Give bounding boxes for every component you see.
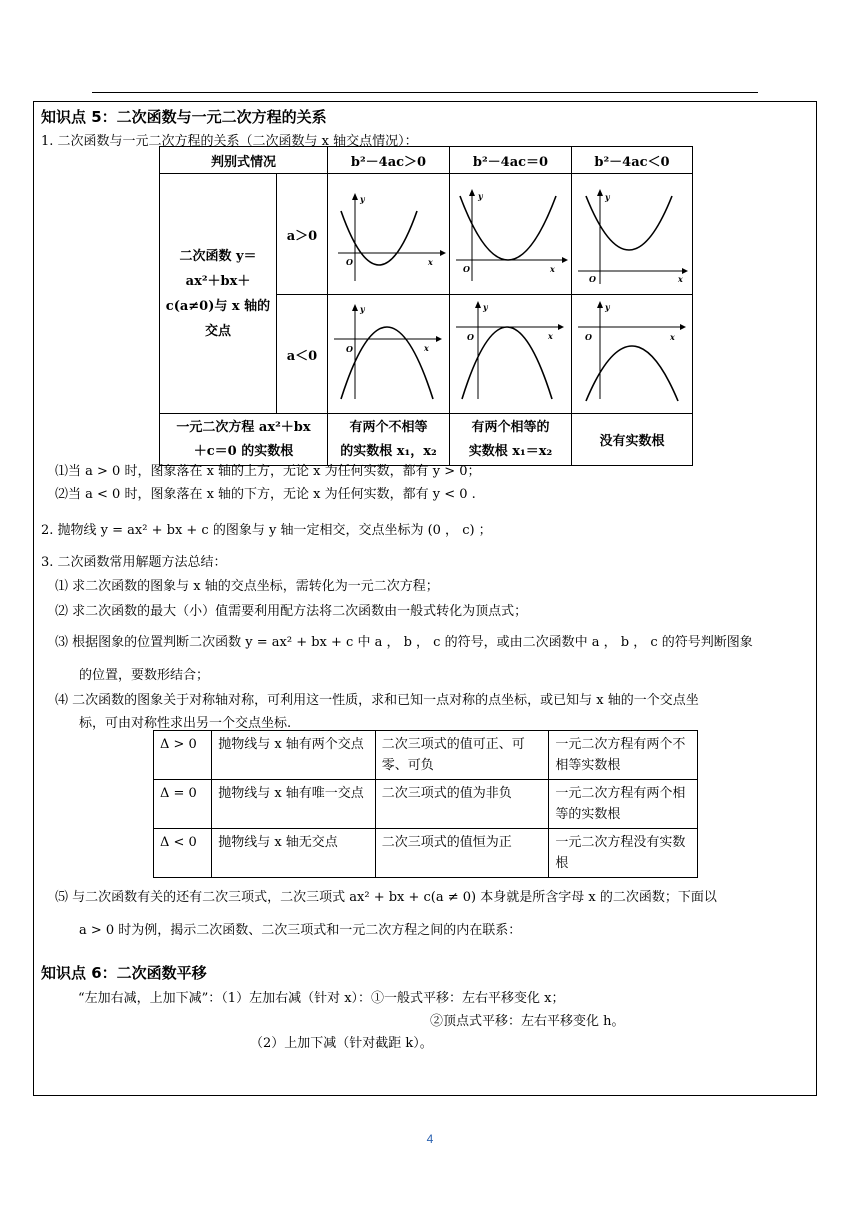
label-a-negative: a＜0: [277, 295, 328, 414]
delta-row: [154, 780, 698, 829]
parabola-graph-down-two-roots: [328, 295, 449, 409]
delta-row: [154, 829, 698, 878]
delta-parabola: 抛物线与 x 轴有唯一交点: [212, 780, 376, 829]
svg-text:x: x: [550, 264, 555, 274]
note2: ⑵当 a < 0 时，图象落在 x 轴的下方，无论 x 为任何实数，都有 y < 0 .: [55, 487, 476, 502]
method2: ⑵ 求二次函数的最大（小）值需要利用配方法将二次函数由一般式转化为顶点式；: [55, 604, 528, 619]
svg-text:O: O: [346, 344, 353, 354]
discriminant-table: [159, 146, 693, 466]
delta-parabola: 抛物线与 x 轴无交点: [212, 829, 376, 878]
delta-row: [154, 731, 698, 780]
svg-text:x: x: [670, 332, 675, 342]
roots-two-distinct: [328, 414, 450, 466]
graph-cell-aneg-one-root: [450, 295, 572, 414]
delta-equation: 一元二次方程没有实数根: [549, 829, 698, 878]
parabola-graph-up-one-root: [450, 174, 571, 290]
delta-trinomial: 二次三项式的值为非负: [375, 780, 549, 829]
roots-two-equal: [450, 414, 572, 466]
graph-cell-aneg-two-roots: [328, 295, 450, 414]
roots-none: 没有实数根: [572, 414, 693, 466]
label-a-positive: a＞0: [277, 174, 328, 295]
graph-cell-apos-two-roots: [328, 174, 450, 295]
eq-label-line2: ＋c＝0 的实数根: [193, 443, 294, 459]
note1: ⑴当 a > 0 时，图象落在 x 轴的上方，无论 x 为任何实数，都有 y > 0；: [55, 464, 481, 479]
svg-text:x: x: [678, 274, 683, 284]
delta-equation: 一元二次方程有两个不相等实数根: [549, 731, 698, 780]
section6-line2: ②顶点式平移：左右平移变化 h。: [430, 1014, 625, 1029]
section6-line3: （2）上加下减（针对截距 k）。: [250, 1036, 433, 1051]
delta-parabola: 抛物线与 x 轴有两个交点: [212, 731, 376, 780]
item2-text: 2. 抛物线 y = ax² + bx + c 的图象与 y 轴一定相交，交点坐标为 (0 ， c) ；: [41, 523, 492, 538]
delta-trinomial: 二次三项式的值恒为正: [375, 829, 549, 878]
row-label-line2: ax²＋bx＋: [185, 273, 251, 289]
method1: ⑴ 求二次函数的图象与 x 轴的交点坐标，需转化为一元二次方程；: [55, 579, 439, 594]
svg-text:y: y: [478, 191, 483, 201]
header-rule: [92, 92, 758, 93]
row-label-line1: 二次函数 y＝: [179, 248, 257, 264]
svg-text:y: y: [360, 304, 365, 314]
roots-equal-line2: 实数根 x₁＝x₂: [468, 443, 553, 459]
svg-text:O: O: [589, 274, 596, 284]
section6-line1: “左加右减，上加下减”：（1）左加右减（针对 x）：①一般式平移：左右平移变化 x；: [78, 991, 565, 1006]
parabola-graph-up-two-roots: [328, 174, 449, 290]
header-delta-zero: b²－4ac＝0: [450, 147, 572, 174]
header-delta-negative: b²－4ac＜0: [572, 147, 693, 174]
delta-cond: Δ = 0: [154, 780, 212, 829]
row-label-line3: c(a≠0)与 x 轴的: [165, 298, 271, 314]
page-number: 4: [426, 1132, 434, 1146]
method4-line2: 标，可由对称性求出另一个交点坐标.: [79, 716, 292, 731]
svg-text:x: x: [424, 343, 429, 353]
svg-text:x: x: [548, 331, 553, 341]
method5-line2: a > 0 时为例，揭示二次函数、二次三项式和一元二次方程之间的内在联系：: [79, 923, 522, 938]
delta-equation: 一元二次方程有两个相等的实数根: [549, 780, 698, 829]
svg-text:y: y: [605, 302, 610, 312]
item3-text: 3. 二次函数常用解题方法总结：: [41, 555, 227, 570]
method3-line1: ⑶ 根据图象的位置判断二次函数 y = ax² + bx + c 中 a ， b ， c 的符号，或由二次函数中 a ， b ， c 的符号判断图象: [55, 635, 753, 650]
method3-line2: 的位置，要数形结合；: [79, 668, 210, 683]
roots-two-line1: 有两个不相等: [349, 419, 428, 435]
svg-text:O: O: [585, 332, 592, 342]
item1-text: 1. 二次函数与一元二次方程的关系（二次函数与 x 轴交点情况）：: [41, 134, 418, 149]
row-label-line4: 交点: [204, 323, 231, 339]
equation-roots-label: [160, 414, 328, 466]
section6-title: 知识点 6：二次函数平移: [41, 964, 207, 982]
svg-text:x: x: [428, 257, 433, 267]
section5-title: 知识点 5：二次函数与一元二次方程的关系: [41, 108, 327, 126]
svg-text:O: O: [346, 257, 353, 267]
method5-line1: ⑸ 与二次函数有关的还有二次三项式，二次三项式 ax² + bx + c(a ≠ 0) 本身就是所含字母 x 的二次函数；下面以: [55, 890, 717, 905]
eq-label-line1: 一元二次方程 ax²＋bx: [176, 419, 311, 435]
delta-cond: Δ < 0: [154, 829, 212, 878]
svg-text:O: O: [467, 332, 474, 342]
header-discriminant: 判别式情况: [160, 147, 328, 174]
parabola-graph-down-one-root: [450, 295, 571, 409]
svg-text:y: y: [483, 302, 488, 312]
svg-text:y: y: [605, 192, 610, 202]
roots-two-line2: 的实数根 x₁，x₂: [340, 443, 437, 459]
row-label-quadratic: [160, 174, 277, 414]
svg-text:O: O: [463, 264, 470, 274]
delta-trinomial: 二次三项式的值可正、可零、可负: [375, 731, 549, 780]
parabola-graph-down-no-root: [572, 295, 692, 409]
svg-text:y: y: [360, 194, 365, 204]
graph-cell-apos-no-root: [572, 174, 693, 295]
header-delta-positive: b²－4ac＞0: [328, 147, 450, 174]
delta-summary-table: [153, 730, 698, 878]
parabola-graph-up-no-root: [572, 174, 692, 290]
graph-cell-apos-one-root: [450, 174, 572, 295]
delta-cond: Δ > 0: [154, 731, 212, 780]
graph-cell-aneg-no-root: [572, 295, 693, 414]
roots-equal-line1: 有两个相等的: [471, 419, 550, 435]
method4-line1: ⑷ 二次函数的图象关于对称轴对称，可利用这一性质，求和已知一点对称的点坐标，或已知与 x 轴的一个交点坐: [55, 693, 699, 708]
